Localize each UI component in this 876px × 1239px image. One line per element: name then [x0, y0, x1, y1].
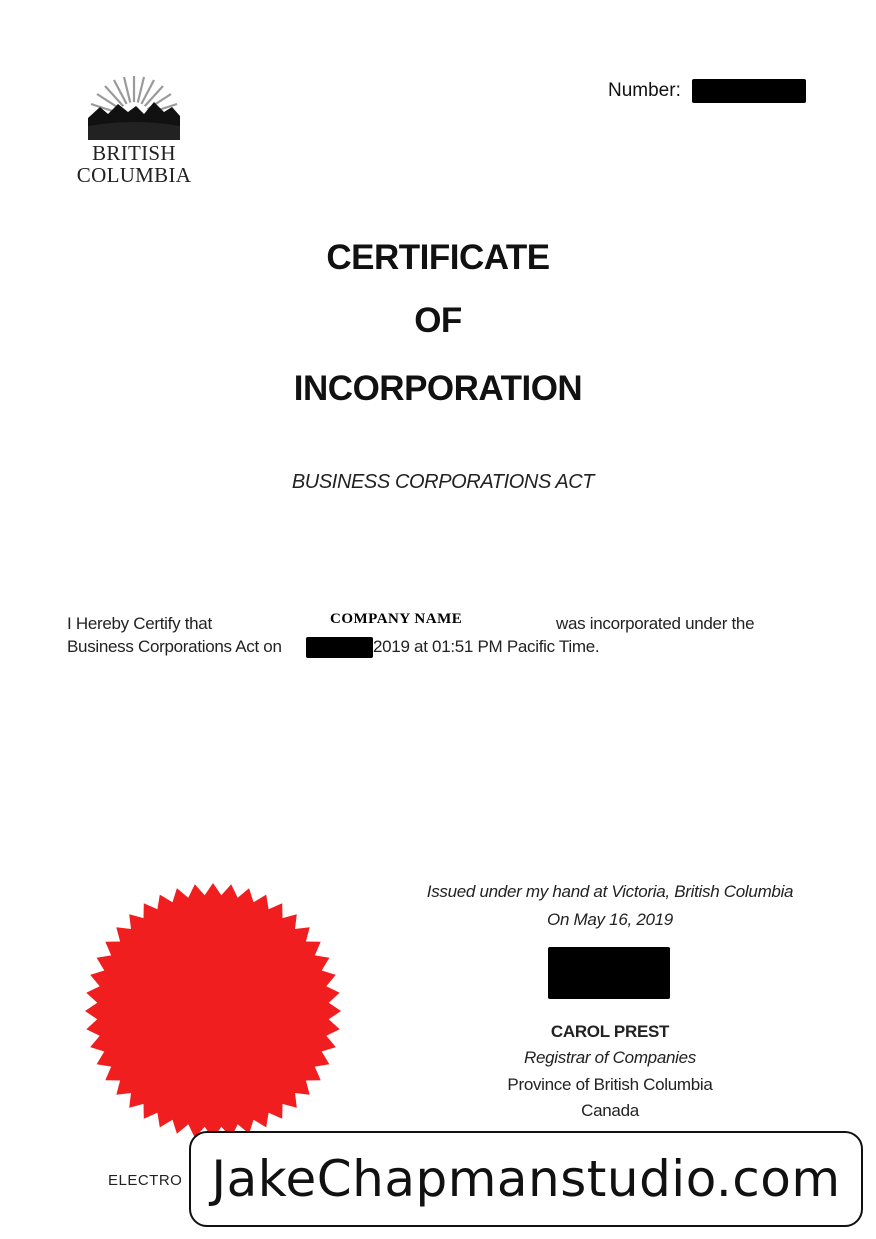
redacted-date [306, 637, 373, 658]
signatory-title: Registrar of Companies [524, 1048, 696, 1067]
act-subtitle: BUSINESS CORPORATIONS ACT [291, 471, 595, 493]
redacted-signature [548, 947, 670, 999]
watermark-text: JakeChapmanstudio.com [211, 1150, 841, 1208]
company-name: COMPANY NAME [330, 611, 463, 627]
title-line3: INCORPORATION [293, 369, 583, 408]
bc-logo [74, 74, 194, 192]
act-date-text-start: Business Corporations Act on [67, 637, 282, 656]
watermark-banner [189, 1131, 863, 1227]
act-date-text-end: 2019 at 01:51 PM Pacific Time. [373, 637, 600, 656]
logo-text-line1: BRITISH [92, 141, 176, 165]
title-line2: OF [414, 301, 462, 340]
certificate-number-label: Number: [608, 80, 681, 101]
signatory-province: Province of British Columbia [507, 1075, 713, 1094]
logo-text-line2: COLUMBIA [76, 163, 192, 187]
issued-date: On May 16, 2019 [547, 910, 673, 929]
electronic-label: ELECTRO [108, 1172, 183, 1189]
signatory-country: Canada [581, 1101, 639, 1120]
red-seal-icon [84, 882, 342, 1140]
sunrise-mountain-icon [86, 74, 182, 144]
title-line1: CERTIFICATE [326, 238, 550, 277]
certify-text-start: I Hereby Certify that [67, 614, 212, 633]
redacted-certificate-number [692, 79, 806, 103]
issued-location: Issued under my hand at Victoria, British Columbia [426, 882, 794, 901]
signatory-name: CAROL PREST [550, 1022, 670, 1041]
certify-text-end: was incorporated under the [556, 614, 755, 633]
